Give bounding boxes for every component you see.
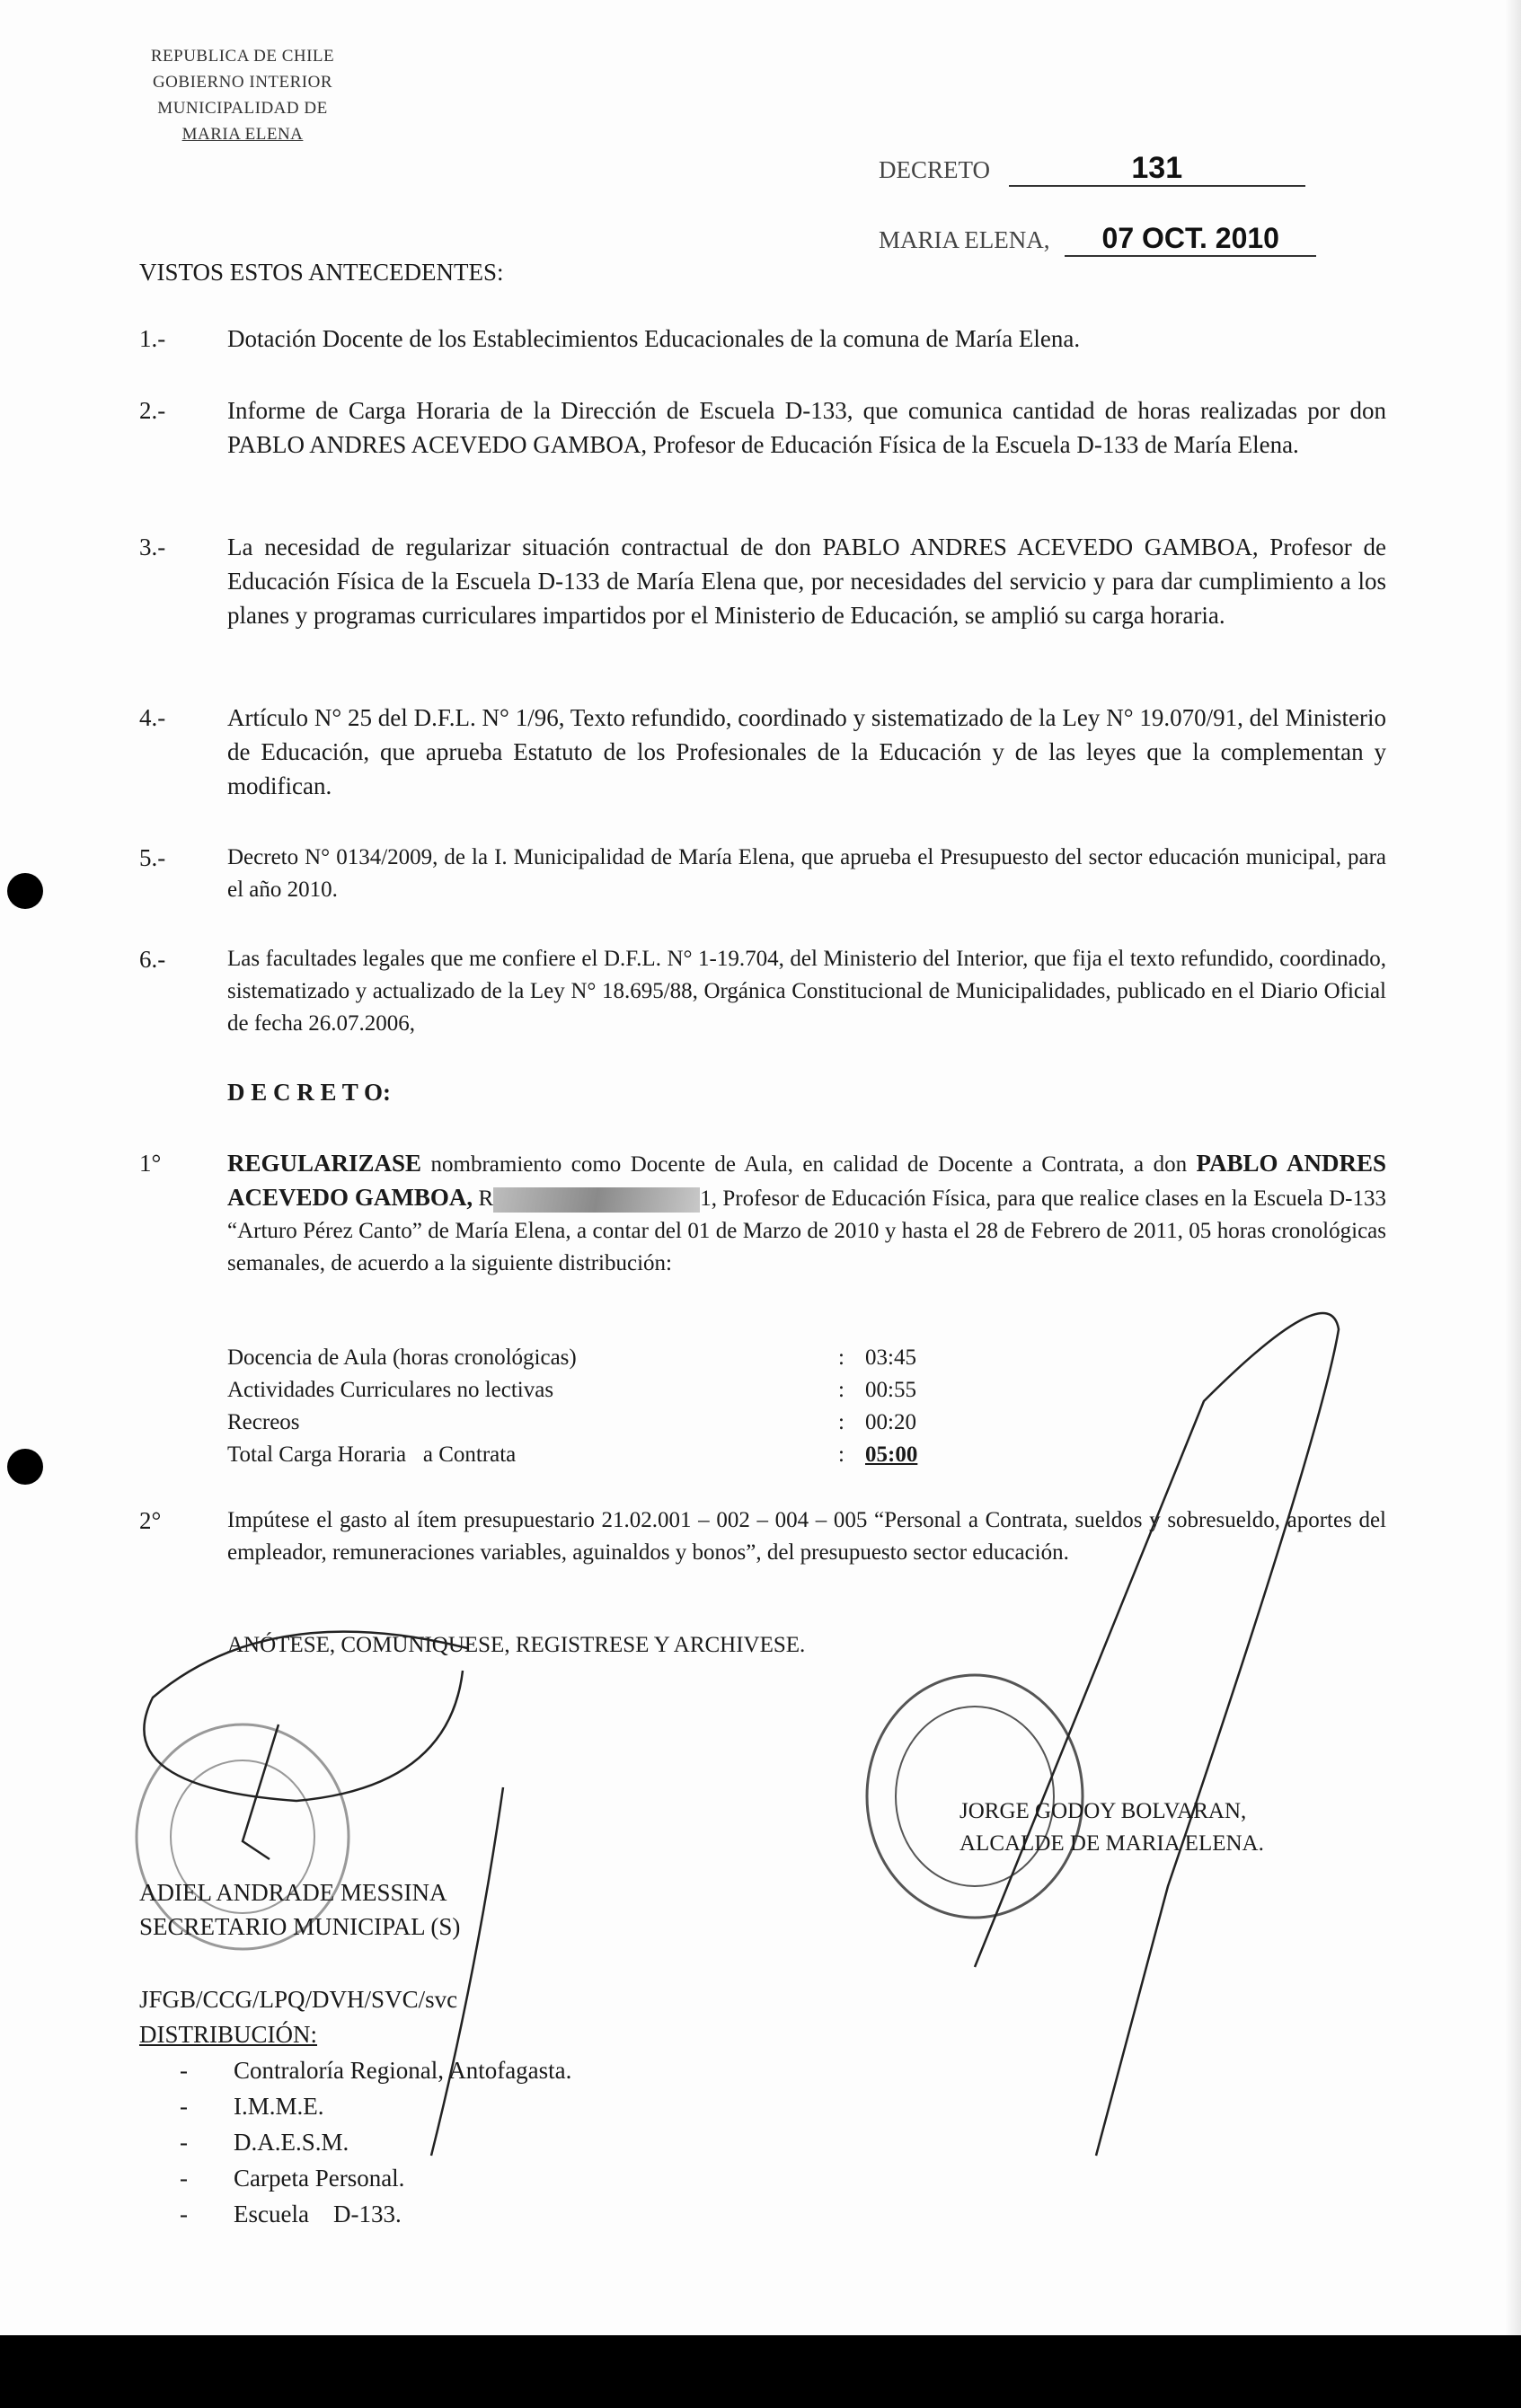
signer-name: ADIEL ANDRADE MESSINA — [139, 1879, 447, 1906]
place-label: MARIA ELENA, — [879, 226, 1050, 253]
item-text: Decreto N° 0134/2009, de la I. Municipalidad de María Elena, que aprueba el Presupuesto del sector educación municipal, para el año 2010. — [227, 845, 1386, 902]
vistos-title: VISTOS ESTOS ANTECEDENTES: — [139, 259, 504, 286]
table-row: Actividades Curriculares no lectivas : 00:55 — [227, 1374, 917, 1407]
article-number: 2° — [139, 1507, 162, 1534]
secretary-signature-block — [139, 1875, 460, 1944]
decreto-title: D E C R E T O: — [227, 1079, 392, 1106]
employee-name: PABLO ANDRES ACEVEDO GAMBOA, — [227, 1150, 1387, 1211]
table-row: Recreos : 00:20 — [227, 1407, 917, 1439]
item-number: 4.- — [139, 704, 166, 731]
signer-title: ALCALDE DE MARIA ELENA. — [959, 1831, 1264, 1856]
closing-formula: ANÓTESE, COMUNIQUESE, REGISTRESE Y ARCHIVESE. — [227, 1633, 806, 1657]
letterhead-line: MUNICIPALIDAD DE — [157, 99, 328, 118]
row-label: Total Carga Horaria a Contrata — [227, 1442, 517, 1467]
letterhead-line: MARIA ELENA — [181, 125, 304, 144]
list-item: - I.M.M.E. — [180, 2093, 324, 2120]
row-value-total: 05:00 — [865, 1442, 918, 1467]
item-text: Las facultades legales que me confiere el D.F.L. N° 1-19.704, del Ministerio del Interior, que fija el texto refundido, coordinado, sistematizado y actualizado de la Ley N° 18.695/88, Orgánica Constitucional de Municipalidades, publicado en el Diario Oficial de fecha 26.07.2006, — [227, 947, 1386, 1036]
list-item: - D.A.E.S.M. — [180, 2129, 349, 2156]
decree-label: DECRETO — [879, 156, 991, 183]
table-row: Docencia de Aula (horas cronológicas) : 03:45 — [227, 1342, 917, 1374]
row-value: 03:45 — [865, 1345, 916, 1370]
row-label: Docencia de Aula (horas cronológicas) — [227, 1345, 577, 1370]
list-item: - Carpeta Personal. — [180, 2165, 405, 2192]
table-row: Total Carga Horaria a Contrata : 05:00 — [227, 1439, 917, 1471]
item-text: Informe de Carga Horaria de la Dirección de Escuela D-133, que comunica cantidad de horas realizadas por don PABLO ANDRES ACEVEDO GAMBOA, Profesor de Educación Física de la Escuela D-133 de María Elena. — [227, 397, 1386, 458]
row-value: 00:20 — [865, 1410, 916, 1434]
rut-suffix: 1, — [700, 1186, 717, 1211]
list-item: - Contraloría Regional, Antofagasta. — [180, 2057, 572, 2084]
item-text: Dotación Docente de los Establecimientos Educacionales de la comuna de María Elena. — [227, 325, 1081, 352]
row-label: Recreos — [227, 1410, 300, 1434]
item-number: 2.- — [139, 397, 166, 424]
item-number: 1.- — [139, 325, 166, 352]
decree-date: 07 OCT. 2010 — [1065, 221, 1316, 257]
item-number: 6.- — [139, 946, 166, 973]
article-verb: REGULARIZASE — [227, 1150, 422, 1177]
item-text: La necesidad de regularizar situación contractual de don PABLO ANDRES ACEVEDO GAMBOA, Profesor de Educación Física de la Escuela D-133 de María Elena que, por necesidades del servicio y para dar cumplimiento a los planes y programas curriculares impartidos por el Ministerio de Educación, se amplió su carga horaria. — [227, 534, 1386, 629]
article-number: 1° — [139, 1150, 162, 1177]
article-text: nombramiento como Docente de Aula, en calidad de Docente a Contrata, a don — [430, 1152, 1188, 1177]
scan-border — [0, 2335, 1521, 2408]
rut-prefix: R — [478, 1186, 494, 1211]
signer-name: JORGE GODOY BOLVARAN, — [959, 1799, 1247, 1823]
row-label: Actividades Curriculares no lectivas — [227, 1378, 554, 1402]
mayor-signature-block — [959, 1795, 1264, 1860]
item-text: Artículo N° 25 del D.F.L. N° 1/96, Texto refundido, coordinado y sistematizado de la Ley N° 19.070/91, del Ministerio de Educación, que aprueba Estatuto de los Profesionales de la Educación y de las leyes que la complementan y modifican. — [227, 704, 1386, 799]
row-value: 00:55 — [865, 1378, 916, 1402]
mayor-signature — [975, 1313, 1339, 2156]
article-text: Profesor de Educación Física, para que realice clases en la Escuela D-133 “Arturo Pérez Canto” de María Elena, a contar del 01 de Marzo de 2010 y hasta el 28 de Febrero de 2011, 05 horas cronológicas semanales, de acuerdo a la siguiente distribución: — [227, 1186, 1387, 1275]
decree-number: 131 — [1009, 151, 1305, 187]
list-item: - Escuela D-133. — [180, 2201, 402, 2227]
signer-title: SECRETARIO MUNICIPAL (S) — [139, 1913, 461, 1940]
item-number: 5.- — [139, 844, 166, 871]
article-2-text: Impútese el gasto al ítem presupuestario 21.02.001 – 002 – 004 – 005 “Personal a Contrata, sueldos y sobresueldo, aportes del empleador, remuneraciones variables, aguinaldos y bonos”, del presupuesto sector educación. — [227, 1508, 1386, 1565]
distribution-list — [180, 2052, 571, 2232]
initials: JFGB/CCG/LPQ/DVH/SVC/svc — [139, 1986, 458, 2013]
letterhead-line: GOBIERNO INTERIOR — [152, 73, 333, 92]
letterhead-line: REPUBLICA DE CHILE — [150, 47, 335, 66]
distribution-title: DISTRIBUCIÓN: — [139, 2021, 318, 2048]
item-number: 3.- — [139, 534, 166, 560]
